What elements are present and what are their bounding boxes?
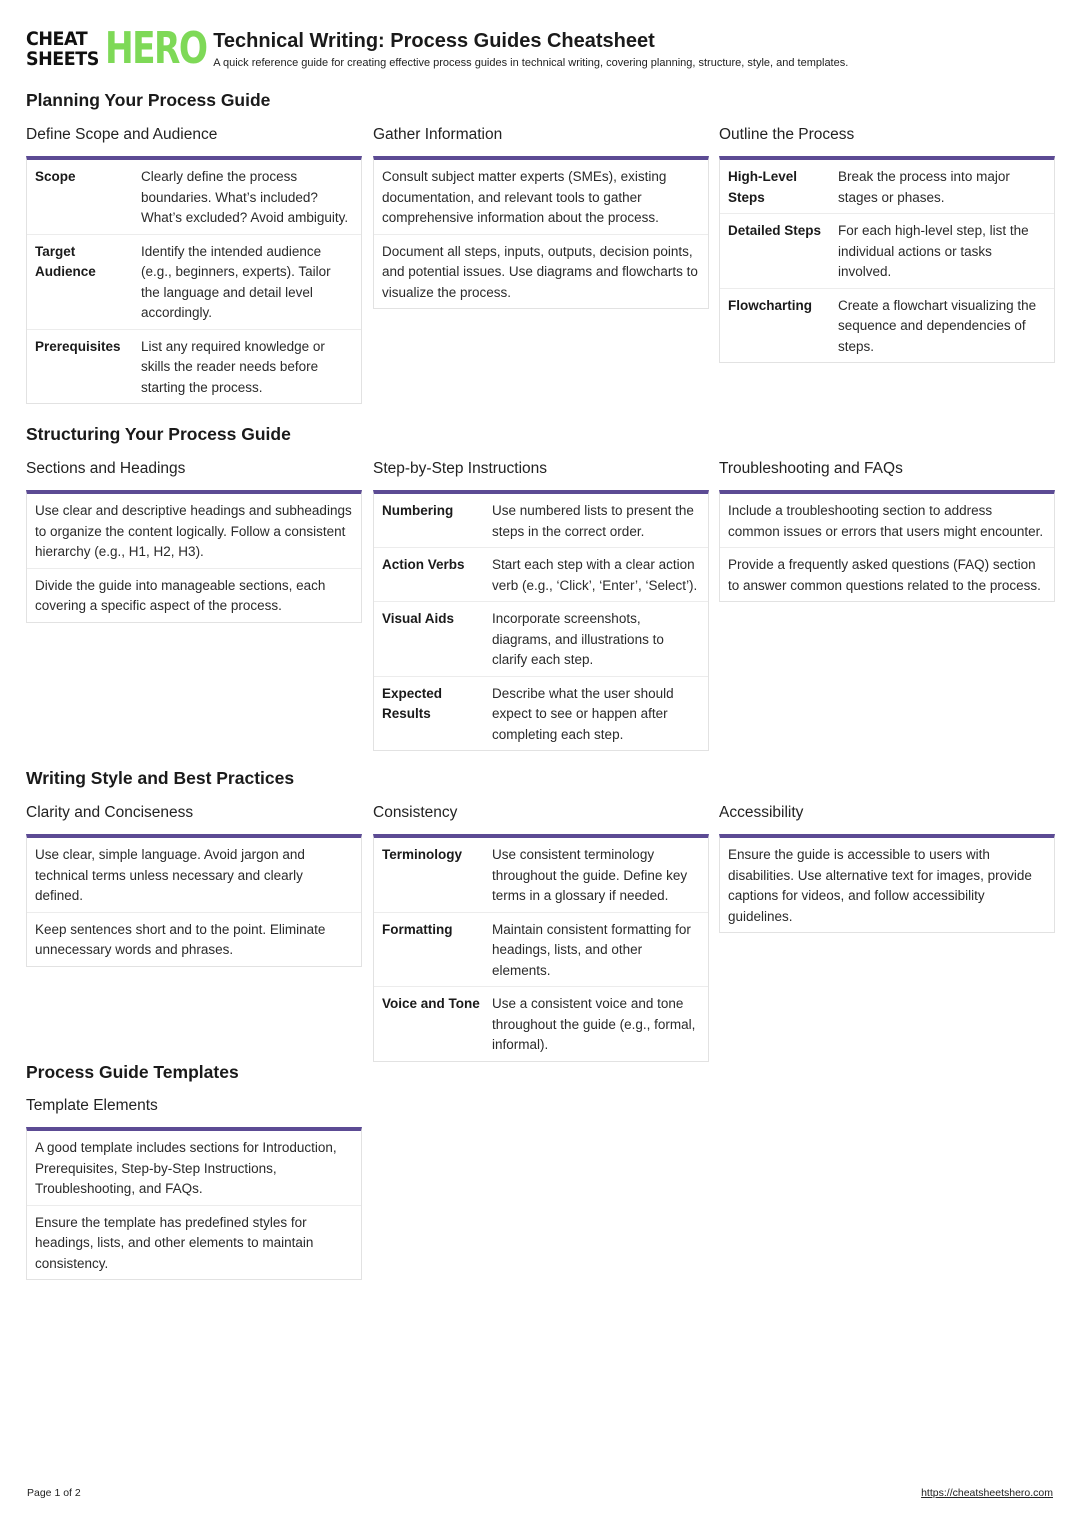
row-value: Clearly define the process boundaries. What’s included? What’s excluded? Avoid ambiguity.: [141, 169, 349, 225]
table-row: [374, 987, 708, 1061]
page-subtitle: A quick reference guide for creating effective process guides in technical writing, covering planning, structure, style, and templates.: [213, 57, 849, 69]
row-value: List any required knowledge or skills the reader needs before starting the process.: [141, 338, 325, 395]
card-body: [26, 156, 362, 404]
list-item: Use clear, simple language. Avoid jargon and technical terms unless necessary and clearly defined.: [27, 838, 361, 913]
table-row: [27, 160, 361, 235]
table-row: [720, 160, 1054, 214]
card-title: Step-by-Step Instructions: [373, 460, 548, 477]
card-body: [373, 156, 709, 309]
card-title: Outline the Process: [719, 126, 855, 143]
page-header: [26, 23, 849, 74]
page-title: Technical Writing: Process Guides Cheatsheet: [213, 30, 655, 52]
row-value: Describe what the user should expect to see or happen after completing each step.: [492, 685, 674, 742]
card-body: [719, 834, 1055, 933]
list-item: Document all steps, inputs, outputs, decision points, and potential issues. Use diagrams and flowcharts to visualize the process.: [382, 243, 698, 300]
row-value: For each high-level step, list the individual actions or tasks involved.: [838, 223, 1029, 279]
section-title-style: Writing Style and Best Practices: [26, 768, 295, 788]
table-row: [27, 235, 361, 330]
card-gather-information: [373, 124, 709, 309]
table-row: [374, 548, 708, 602]
list-item: Keep sentences short and to the point. Eliminate unnecessary words and phrases.: [35, 921, 326, 957]
logo-word-sheets: SHEETS: [26, 48, 99, 70]
cheatsheetshero-logo[interactable]: [26, 23, 207, 74]
row-key: Detailed Steps: [728, 223, 822, 238]
logo-word-cheat: CHEAT: [26, 28, 88, 50]
section-title-planning: Planning Your Process Guide: [26, 90, 271, 110]
list-item: Provide a frequently asked questions (FAQ) section to answer common questions related to the process.: [728, 557, 1041, 593]
row-value: Incorporate screenshots, diagrams, and illustrations to clarify each step.: [492, 611, 664, 667]
card-title: Sections and Headings: [26, 460, 186, 477]
card-title: Gather Information: [373, 126, 503, 143]
table-row: [374, 838, 708, 913]
row-value: Maintain consistent formatting for headings, lists, and other elements.: [492, 921, 691, 978]
table-row: [374, 913, 708, 988]
row-key: Voice and Tone: [382, 996, 480, 1011]
card-title: Define Scope and Audience: [26, 126, 218, 143]
card-title: Clarity and Conciseness: [26, 804, 194, 821]
card-consistency: [373, 802, 709, 1062]
row-key: Target Audience: [35, 243, 96, 279]
card-body: [719, 490, 1055, 602]
card-body: [26, 490, 362, 623]
card-sections-headings: [26, 458, 362, 623]
row-key: Terminology: [382, 847, 463, 862]
table-row: [720, 214, 1054, 289]
card-troubleshooting: [719, 458, 1055, 602]
card-title: Accessibility: [719, 804, 804, 821]
row-value: Start each step with a clear action verb (e.g., ‘Click’, ‘Enter’, ‘Select’).: [492, 557, 698, 593]
card-title: Template Elements: [26, 1097, 158, 1114]
table-row: [374, 677, 708, 751]
table-row: [374, 602, 708, 677]
card-body: [719, 156, 1055, 363]
list-item: Ensure the guide is accessible to users with disabilities. Use alternative text for images, provide captions for videos, and follow accessibility guidelines.: [728, 847, 1032, 924]
row-key: Prerequisites: [35, 338, 121, 354]
row-value: Create a flowchart visualizing the sequence and dependencies of steps.: [838, 297, 1037, 354]
card-body: [26, 1127, 362, 1280]
list-item: Include a troubleshooting section to address common issues or errors that users might encounter.: [720, 494, 1054, 548]
card-template-elements: [26, 1095, 362, 1280]
row-key: Action Verbs: [382, 557, 465, 572]
row-key: Scope: [35, 169, 76, 184]
list-item: Use clear and descriptive headings and subheadings to organize the content logically. Follow a consistent hierarchy (e.g., H1, H2, H3).: [27, 494, 361, 569]
card-title: Troubleshooting and FAQs: [719, 460, 903, 477]
card-body: [373, 834, 709, 1062]
card-title: Consistency: [373, 804, 458, 821]
list-item: Consult subject matter experts (SMEs), existing documentation, and relevant tools to gather comprehensive information about the process.: [374, 160, 708, 235]
card-accessibility: [719, 802, 1055, 933]
row-key: Flowcharting: [728, 297, 812, 313]
row-value: Break the process into major stages or phases.: [838, 169, 1010, 205]
card-define-scope: [26, 124, 362, 404]
card-body: [373, 490, 709, 751]
card-outline-process: [719, 124, 1055, 363]
list-item: Divide the guide into manageable sections, each covering a specific aspect of the process.: [35, 577, 326, 613]
section-title-templates: Process Guide Templates: [26, 1062, 239, 1082]
logo-word-hero: HERO: [105, 23, 207, 74]
row-key: Formatting: [382, 921, 453, 937]
row-value: Use a consistent voice and tone throughout the guide (e.g., formal, informal).: [492, 996, 696, 1052]
list-item: A good template includes sections for Introduction, Prerequisites, Step-by-Step Instructions, Troubleshooting, and FAQs.: [27, 1131, 361, 1206]
list-item: Ensure the template has predefined styles for headings, lists, and other elements to maintain consistency.: [35, 1214, 314, 1271]
card-body: [26, 834, 362, 967]
row-value: Identify the intended audience (e.g., beginners, experts). Tailor the language and detail level accordingly.: [141, 243, 331, 320]
row-key: High-Level Steps: [728, 169, 798, 205]
row-value: Use numbered lists to present the steps in the correct order.: [492, 503, 694, 539]
page-number: Page 1 of 2: [27, 1487, 81, 1499]
table-row: [27, 330, 361, 404]
row-value: Use consistent terminology throughout the guide. Define key terms in a glossary if needed.: [492, 847, 688, 903]
table-row: [720, 289, 1054, 363]
card-clarity: [26, 802, 362, 967]
row-key: Visual Aids: [382, 611, 455, 626]
row-key: Expected Results: [382, 685, 443, 721]
table-row: [374, 494, 708, 548]
card-step-by-step: [373, 458, 709, 751]
footer-site-link[interactable]: https://cheatsheetshero.com: [921, 1487, 1053, 1499]
row-key: Numbering: [382, 503, 454, 518]
section-title-structuring: Structuring Your Process Guide: [26, 424, 291, 444]
